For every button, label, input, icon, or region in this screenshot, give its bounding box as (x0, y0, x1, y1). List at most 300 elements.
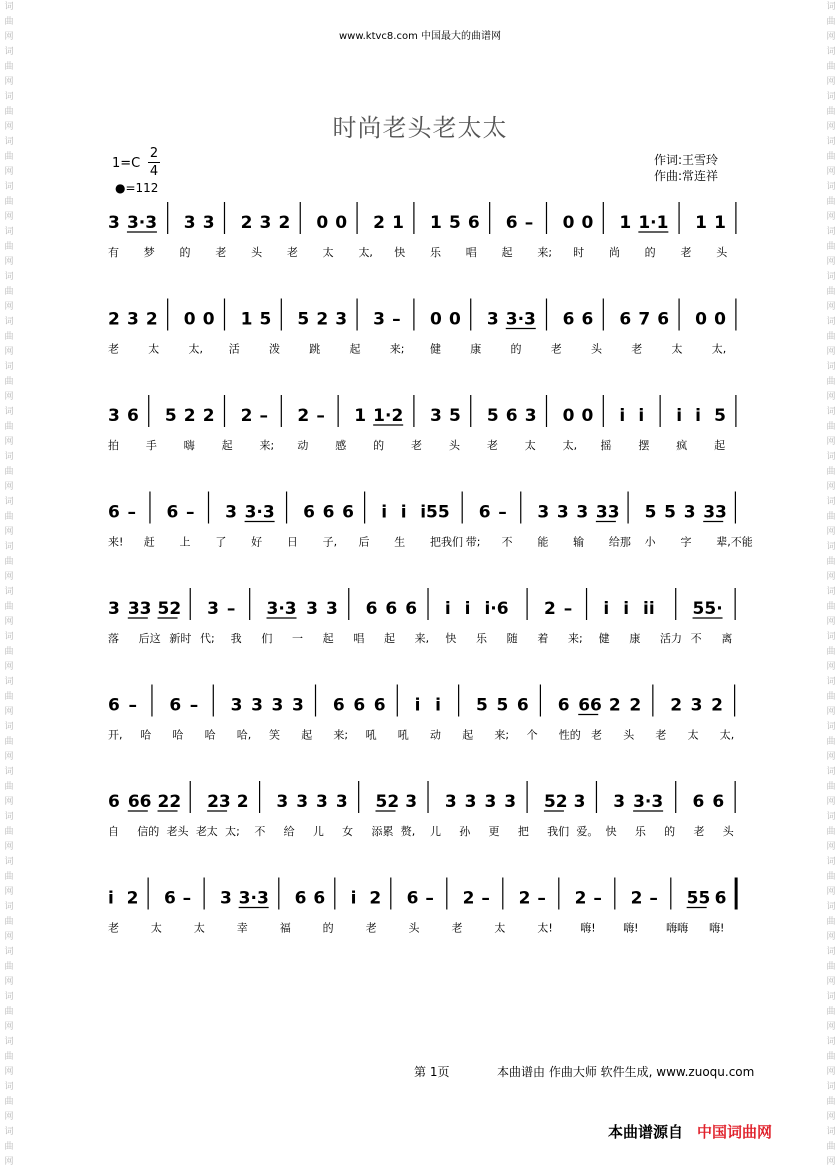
note-group: 66 (127, 792, 152, 812)
note-group: 3 (108, 599, 120, 619)
lyric-syllable: 老 (655, 728, 667, 742)
lyric-syllable: 太 (524, 439, 536, 452)
watermark-char: 词 (4, 92, 14, 102)
watermark-char: 曲 (826, 872, 836, 882)
note-group: 6 (505, 213, 518, 233)
lyric-syllable: 疯 (676, 439, 688, 452)
watermark-char: 曲 (826, 242, 836, 252)
note-group: 3 (537, 502, 550, 523)
tempo-value: =112 (125, 181, 159, 195)
note-group: 3 (573, 792, 586, 812)
note-group: 2 (297, 406, 310, 426)
lyric-syllable: 太, (719, 728, 735, 742)
watermark-char: 词 (4, 1037, 14, 1047)
lyric-syllable: 头 (251, 246, 263, 259)
watermark-char: 网 (826, 662, 836, 672)
watermark-char: 词 (4, 2, 14, 12)
time-signature-numerator: 2 (149, 146, 159, 161)
watermark-char: 网 (4, 1112, 14, 1122)
watermark-char: 网 (4, 617, 14, 627)
watermark-char: 网 (826, 482, 836, 492)
watermark-char: 网 (4, 347, 14, 357)
lyric-syllable: 的 (644, 246, 656, 259)
lyric-syllable: 哈 (140, 728, 152, 742)
watermark-char: 网 (4, 167, 14, 177)
lyric-syllable: 新时 (169, 632, 192, 645)
lyric-syllable: 老 (631, 342, 643, 356)
note-group: 6 (692, 792, 705, 812)
watermark-char: 词 (4, 227, 14, 237)
note-group: 23 (207, 792, 231, 812)
watermark-char: 网 (4, 122, 14, 132)
watermark-char: 曲 (826, 1142, 836, 1152)
watermark-char: 词 (4, 182, 14, 192)
watermark-char: 词 (826, 1082, 836, 1092)
lyric-syllable: 太, (711, 342, 727, 356)
note-group: 6 (505, 406, 518, 426)
lyric-syllable: 小 (644, 535, 656, 549)
note-group: 3·3 (633, 792, 664, 812)
lyric-syllable: 时 (573, 246, 585, 259)
source-label: 本曲谱源自 (608, 1123, 684, 1141)
note-group: 2 (629, 695, 642, 716)
lyric-syllable: 拍 (108, 439, 119, 452)
lyric-syllable: 一 (292, 632, 303, 645)
note-group: 3 (108, 406, 120, 426)
watermark-char: 词 (4, 947, 14, 957)
watermark-char: 曲 (826, 602, 836, 612)
note-group: 3 (259, 213, 272, 233)
note-group: 6 (294, 888, 307, 909)
watermark-char: 词 (4, 137, 14, 147)
lyric-syllable: 快 (605, 825, 617, 838)
lyric-syllable: 唱 (465, 246, 477, 259)
watermark-char: 网 (826, 617, 836, 627)
lyric-syllable: 老头 (166, 825, 189, 838)
watermark-char: 曲 (4, 242, 14, 252)
watermark-char: 网 (4, 77, 14, 87)
lyric-syllable: 来; (259, 439, 275, 452)
watermark-char: 曲 (826, 287, 836, 297)
note-group: 33 (703, 502, 727, 523)
watermark-char: 网 (4, 32, 14, 42)
lyric-syllable: 头 (408, 921, 420, 935)
lyric-syllable: 头 (623, 728, 635, 742)
watermark-char: 网 (4, 437, 14, 447)
watermark-char: 网 (4, 662, 14, 672)
note-group: 6 (385, 599, 398, 619)
note-group: 3 (335, 309, 348, 330)
watermark-char: 网 (4, 842, 14, 852)
note-group: 0 (430, 309, 442, 330)
lyric-syllable: 乐 (430, 246, 441, 259)
lyric-syllable: 来; (568, 632, 583, 645)
note-group: 6 (657, 309, 670, 330)
watermark-char: 曲 (826, 827, 836, 837)
note-group: 3 (405, 792, 418, 812)
note-group: 55 (686, 888, 711, 909)
lyric-syllable: 嗨! (709, 921, 725, 935)
note-group: 2 (316, 309, 329, 330)
note-group: 2 (543, 599, 556, 619)
lyric-syllable: 头 (722, 825, 734, 838)
watermark-char: 曲 (4, 197, 14, 207)
watermark-char: 词 (4, 497, 14, 507)
lyric-syllable: 嗨 (183, 439, 195, 452)
watermark-char: 词 (826, 947, 836, 957)
lyric-syllable: 嗨! (623, 921, 639, 935)
lyric-syllable: 摇 (600, 439, 612, 452)
note-group: – (481, 888, 490, 909)
watermark-char: 曲 (826, 512, 836, 522)
header-url: www.ktvc8.com 中国最大的曲谱网 (338, 31, 501, 42)
watermark-char: 网 (826, 437, 836, 447)
note-group: i (108, 888, 114, 909)
lyric-syllable: 笑 (269, 728, 280, 742)
watermark-char: 词 (4, 857, 14, 867)
lyric-syllable: 活 (228, 342, 240, 356)
note-group: 6 (562, 309, 575, 330)
watermark-char: 曲 (826, 377, 836, 387)
watermark-char: 网 (826, 1112, 836, 1122)
lyric-syllable: 性的 (558, 728, 581, 742)
note-group: i (619, 406, 626, 426)
note-group: 33 (595, 502, 620, 523)
note-group: 5 (644, 502, 657, 523)
lyric-syllable: 太 (148, 342, 160, 356)
note-group: 2 (462, 888, 475, 909)
watermark-char: 曲 (4, 602, 14, 612)
watermark-char: 曲 (826, 152, 836, 162)
note-group: 2 (126, 888, 139, 909)
watermark-char: 网 (4, 257, 14, 267)
note-group: – (563, 599, 573, 619)
watermark-char: 词 (4, 317, 14, 327)
lyricist: 作词:王雪玲 (654, 153, 719, 167)
note-group: 0 (335, 213, 348, 233)
note-group: – (128, 695, 137, 716)
watermark-char: 曲 (4, 872, 14, 882)
note-group: ii (643, 599, 655, 619)
note-group: 5 (714, 406, 726, 426)
lyric-syllable: 随 (506, 632, 518, 645)
watermark-char: 曲 (4, 962, 14, 972)
watermark-char: 词 (826, 497, 836, 507)
note-group: 0 (581, 406, 594, 426)
watermark-char: 曲 (4, 512, 14, 522)
watermark-char: 网 (4, 1022, 14, 1032)
lyric-syllable: 代; (200, 632, 215, 645)
note-group: i (623, 599, 630, 619)
lyric-syllable: 了 (215, 535, 227, 549)
source-brand: 中国词曲网 (697, 1123, 773, 1141)
lyric-syllable: 的 (664, 825, 676, 838)
lyric-syllable: 儿 (312, 825, 324, 838)
watermark-char: 词 (4, 452, 14, 462)
lyric-syllable: 起 (322, 632, 334, 645)
lyric-syllable: 梦 (143, 246, 155, 259)
watermark-char: 词 (4, 1127, 14, 1137)
lyric-syllable: 把我们 (430, 535, 463, 549)
watermark-char: 网 (826, 932, 836, 942)
lyric-syllable: 老 (451, 921, 463, 935)
watermark-char: 词 (826, 452, 836, 462)
watermark-char: 词 (4, 902, 14, 912)
watermark-char: 曲 (826, 737, 836, 747)
note-group: 6 (365, 599, 378, 619)
watermark-char: 词 (826, 632, 836, 642)
lyric-syllable: 们 (261, 632, 273, 645)
note-group: 5 (259, 309, 272, 330)
lyric-syllable: 老 (550, 342, 562, 356)
watermark-char: 网 (826, 167, 836, 177)
watermark-char: 网 (4, 302, 14, 312)
note-group: 3 (207, 599, 219, 619)
lyric-syllable: 孙 (459, 825, 471, 838)
note-group: 3 (220, 888, 232, 909)
note-group: 5 (664, 502, 677, 523)
watermark-char: 词 (4, 587, 14, 597)
lyric-syllable: 老 (693, 825, 705, 838)
note-group: 3·3 (126, 213, 158, 233)
lyric-syllable: 生 (394, 535, 406, 549)
note-group: 6 (516, 695, 529, 716)
note-group: i (695, 406, 702, 426)
lyric-syllable: 好 (251, 535, 263, 549)
note-group: 2 (711, 695, 723, 716)
note-group: – (498, 502, 507, 523)
note-group: – (316, 406, 325, 426)
watermark-char: 曲 (4, 17, 14, 27)
lyric-syllable: 嗨! (580, 921, 596, 935)
lyric-syllable: 起 (714, 439, 726, 452)
note-group: i (444, 599, 451, 619)
watermark-char: 网 (826, 347, 836, 357)
watermark-char: 曲 (826, 17, 836, 27)
lyric-syllable: 离 (721, 632, 733, 645)
watermark-char: 网 (826, 572, 836, 582)
lyric-syllable: 后 (358, 535, 370, 549)
lyric-syllable: 嗨嗨 (666, 921, 689, 935)
watermark-char: 词 (4, 722, 14, 732)
lyric-syllable: 头 (591, 342, 602, 356)
note-group: 3 (690, 695, 703, 716)
note-group: 6 (714, 888, 727, 909)
lyric-syllable: 来! (108, 535, 124, 549)
note-group: 6 (332, 695, 345, 716)
lyric-syllable: 来; (333, 728, 349, 742)
time-signature-denominator: 4 (149, 164, 159, 179)
lyric-syllable: 健 (598, 632, 610, 645)
lyric-syllable: 更 (488, 825, 500, 838)
note-group: 5 (448, 406, 461, 426)
lyric-syllable: 头 (716, 246, 728, 259)
watermark-char: 曲 (826, 422, 836, 432)
note-group: 5 (448, 213, 461, 233)
watermark-char: 词 (826, 47, 836, 57)
watermark-char: 词 (826, 1037, 836, 1047)
note-group: 3 (373, 309, 386, 330)
lyric-syllable: 唱 (353, 632, 365, 645)
note-group: i (400, 502, 407, 523)
lyric-syllable: 自 (108, 825, 119, 838)
watermark-char: 曲 (4, 152, 14, 162)
note-group: – (189, 695, 199, 716)
note-group: 3 (683, 502, 696, 523)
note-group: 2 (145, 309, 158, 330)
lyric-syllable: 输 (573, 535, 585, 549)
watermark-char: 网 (4, 797, 14, 807)
lyric-syllable: 起 (349, 342, 361, 356)
watermark-char: 词 (4, 992, 14, 1002)
watermark-char: 曲 (4, 62, 14, 72)
note-group: 22 (157, 792, 182, 812)
lyric-syllable: 添累 (371, 825, 394, 838)
watermark-char: 网 (826, 32, 836, 42)
watermark-char: 词 (826, 1127, 836, 1137)
watermark-char: 网 (4, 977, 14, 987)
watermark-char: 词 (826, 182, 836, 192)
watermark-char: 词 (4, 272, 14, 282)
watermark-char: 网 (4, 1157, 14, 1167)
note-group: – (425, 888, 434, 909)
lyric-syllable: 泼 (269, 342, 280, 356)
lyric-syllable: 感 (335, 439, 347, 452)
footer-generator-note: 本曲谱由 作曲大师 软件生成, www.zuoqu.com (497, 1065, 755, 1079)
note-group: 0 (316, 213, 329, 233)
note-group: 6 (467, 213, 480, 233)
watermark-char: 词 (4, 407, 14, 417)
watermark-char: 网 (826, 1067, 836, 1077)
note-group: i55 (420, 502, 450, 523)
note-group: 2 (278, 213, 291, 233)
watermark-char: 网 (4, 887, 14, 897)
composer: 作曲:常连祥 (654, 169, 719, 183)
watermark-char: 曲 (4, 422, 14, 432)
note-group: 5 (164, 406, 177, 426)
note-group: 1 (240, 309, 253, 330)
watermark-char: 词 (826, 902, 836, 912)
note-group: 52 (375, 792, 400, 812)
note-group: – (537, 888, 546, 909)
note-group: 6 (619, 309, 632, 330)
watermark-char: 曲 (4, 737, 14, 747)
watermark-char: 曲 (826, 962, 836, 972)
watermark-char: 词 (826, 362, 836, 372)
note-group: 5 (496, 695, 509, 716)
watermark-char: 网 (826, 1022, 836, 1032)
note-group: 3 (576, 502, 589, 523)
watermark-char: 网 (826, 392, 836, 402)
note-group: 3·3 (505, 309, 536, 330)
note-group: 1 (392, 213, 404, 233)
note-group: i (435, 695, 441, 716)
watermark-char: 曲 (4, 917, 14, 927)
note-group: i·6 (484, 599, 509, 619)
note-group: 6 (322, 502, 335, 523)
note-group: 3 (444, 792, 457, 812)
watermark-char: 曲 (826, 1097, 836, 1107)
watermark-char: 词 (826, 767, 836, 777)
note-group: 3 (225, 502, 237, 523)
lyric-syllable: 起 (221, 439, 233, 452)
watermark-char: 词 (826, 722, 836, 732)
note-group: 3 (335, 792, 348, 812)
lyric-syllable: 太 (193, 921, 205, 935)
watermark-char: 曲 (826, 647, 836, 657)
note-group: 52 (157, 599, 182, 619)
lyric-syllable: 康 (629, 632, 641, 645)
watermark-char: 曲 (4, 467, 14, 477)
lyric-syllable: 辈,不能 (716, 535, 753, 549)
watermark-char: 词 (826, 542, 836, 552)
lyric-syllable: 字 (680, 535, 692, 549)
lyric-syllable: 子, (322, 535, 338, 549)
note-group: 6 (342, 502, 355, 523)
note-group: – (392, 309, 401, 330)
watermark-char: 词 (4, 1082, 14, 1092)
watermark-char: 词 (826, 587, 836, 597)
lyric-syllable: 老 (680, 246, 692, 259)
lyric-syllable: 活力 (660, 632, 682, 645)
watermark-char: 曲 (4, 1007, 14, 1017)
lyric-syllable: 给那 (608, 535, 631, 549)
watermark-char: 网 (826, 257, 836, 267)
watermark-char: 词 (826, 137, 836, 147)
lyric-syllable: 太 (150, 921, 162, 935)
note-group: 2 (108, 309, 120, 330)
watermark-char: 网 (826, 527, 836, 537)
lyric-syllable: 赶 (143, 535, 155, 549)
note-group: 6 (406, 888, 419, 909)
note-group: 0 (562, 406, 575, 426)
note-group: 3 (202, 213, 215, 233)
source-credit (608, 1121, 772, 1142)
lyric-syllable: 信的 (137, 825, 160, 838)
watermark-char: 词 (4, 677, 14, 687)
lyric-syllable: 快 (445, 632, 457, 645)
note-group: 1 (695, 213, 708, 233)
watermark-char: 曲 (4, 377, 14, 387)
watermark-char: 曲 (826, 107, 836, 117)
note-group: 3 (486, 309, 499, 330)
note-group: 3 (296, 792, 309, 812)
note-group: 6 (303, 502, 315, 523)
lyric-syllable: 太, (188, 342, 203, 356)
lyric-syllable: 跳 (309, 342, 321, 356)
watermark-char: 曲 (4, 107, 14, 117)
watermark-char: 曲 (4, 557, 14, 567)
lyric-syllable: 吼 (397, 728, 409, 742)
note-group: 3 (556, 502, 569, 523)
lyric-syllable: 不 (254, 825, 266, 838)
lyric-syllable: 动 (430, 728, 441, 742)
note-group: 2 (236, 792, 249, 812)
lyric-syllable: 老 (215, 246, 227, 259)
note-group: 6 (712, 792, 725, 812)
lyric-syllable: 我们 (547, 825, 570, 838)
note-group: 1 (619, 213, 632, 233)
note-group: 3 (504, 792, 517, 812)
lyric-syllable: 落 (108, 632, 119, 645)
watermark-char: 曲 (4, 1097, 14, 1107)
watermark-char: 曲 (4, 782, 14, 792)
lyric-syllable: 的 (179, 246, 191, 259)
note-group: – (127, 502, 137, 523)
note-group: i (350, 888, 357, 909)
lyric-syllable: 头 (448, 439, 460, 452)
note-group: – (259, 406, 269, 426)
